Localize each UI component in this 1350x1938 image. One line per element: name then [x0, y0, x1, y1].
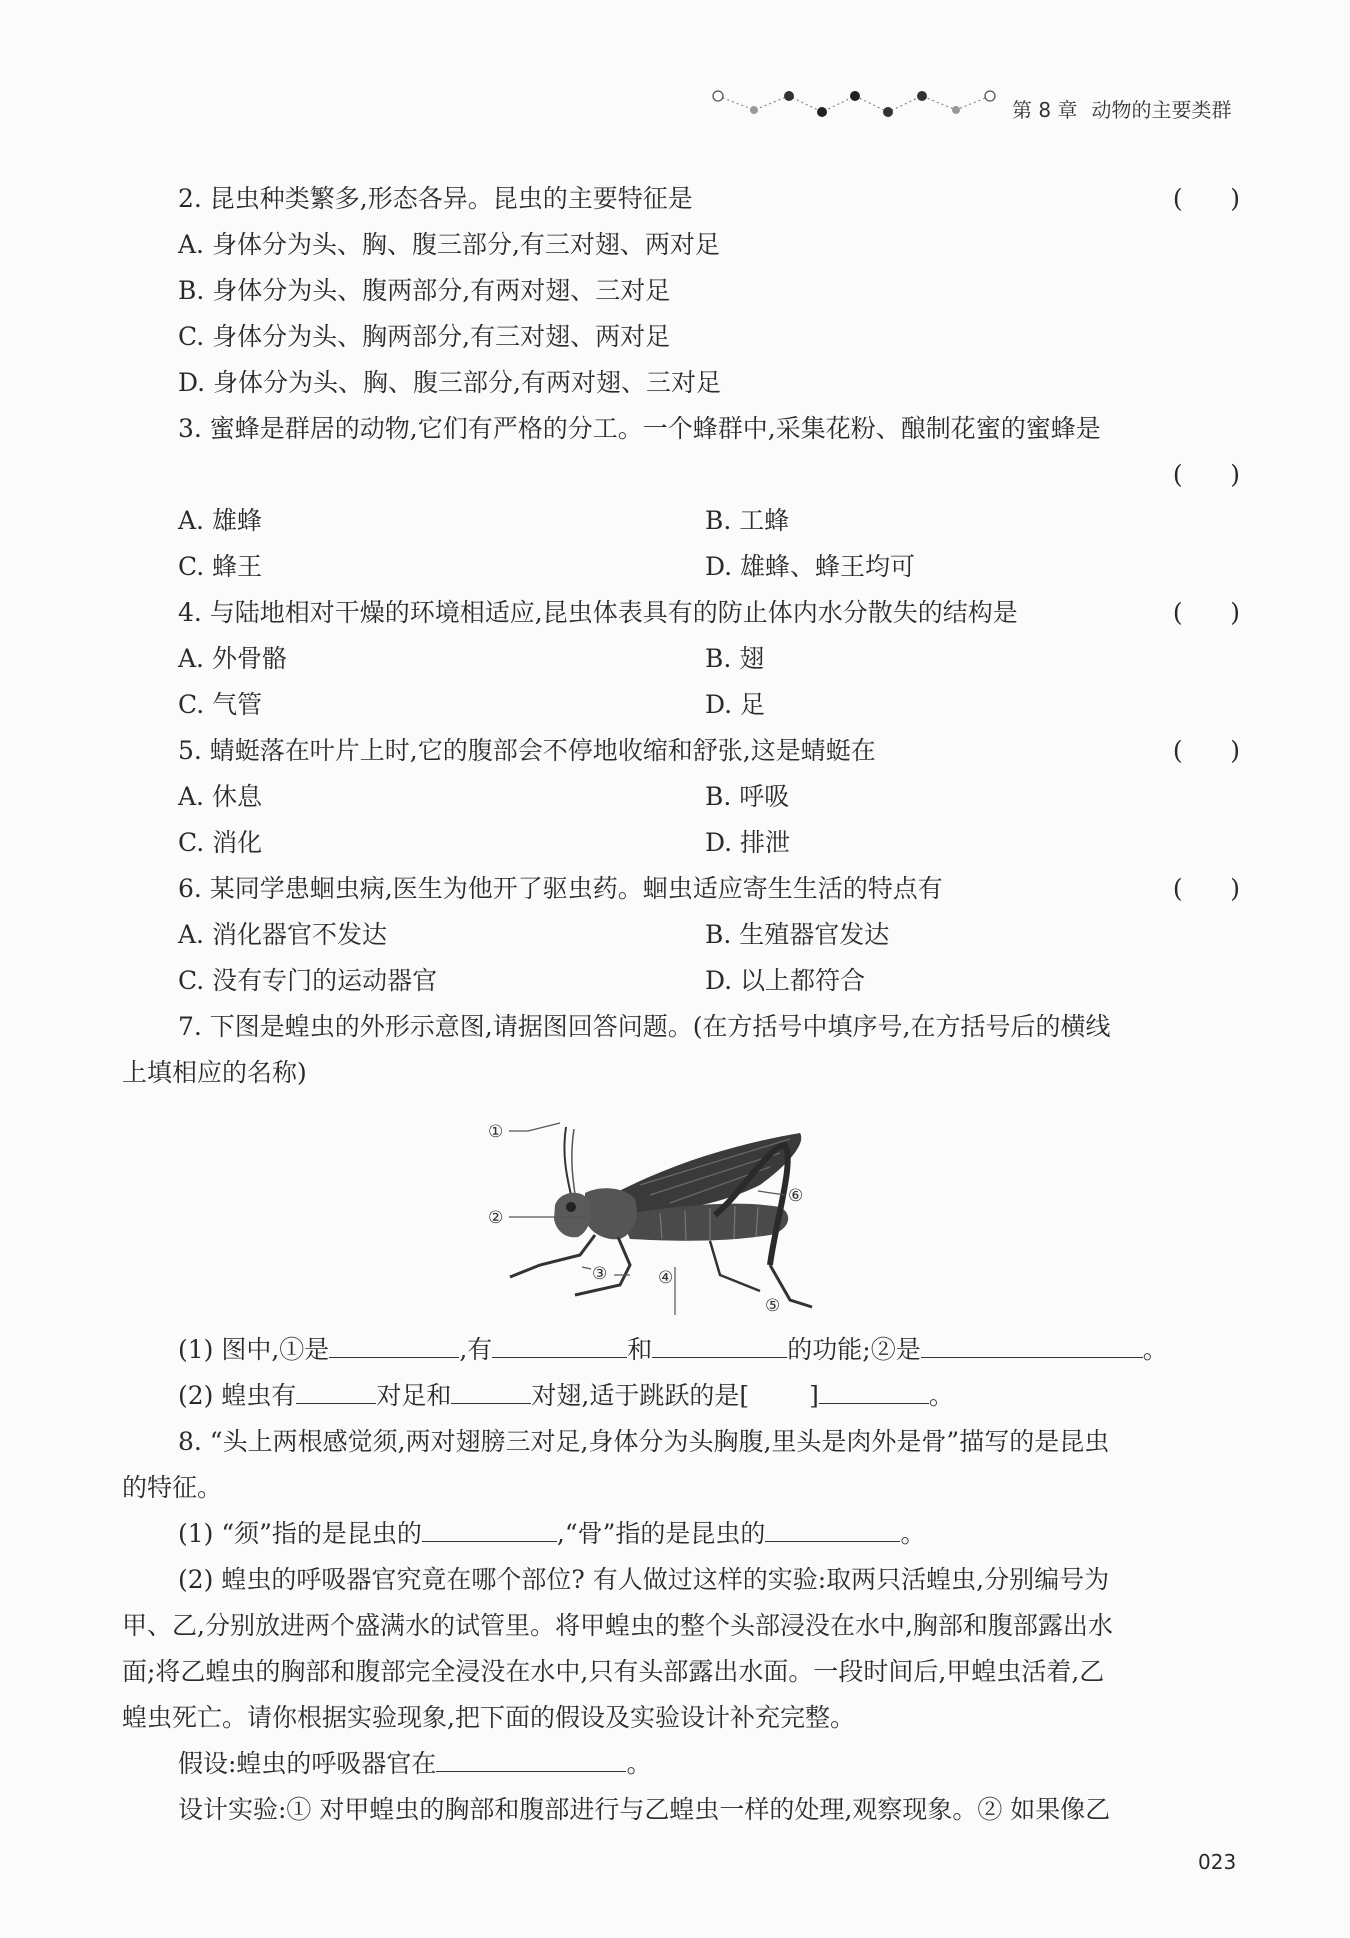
- q5-option-d: D. 排泄: [705, 828, 791, 857]
- q3-option-a: A. 雄蜂: [178, 506, 262, 535]
- q2-option-b: B. 身体分为头、腹两部分,有两对翅、三对足: [178, 276, 671, 305]
- q7-blank-6[interactable]: [451, 1381, 531, 1404]
- q7-sub1-text-b: ,有: [459, 1335, 493, 1364]
- q8-blank-3[interactable]: [436, 1749, 626, 1772]
- q6-option-d: D. 以上都符合: [705, 966, 866, 995]
- q8-sub1-text-b: ,“骨”指的是昆虫的: [556, 1519, 766, 1548]
- q3-option-c: C. 蜂王: [178, 552, 263, 581]
- q6-option-b: B. 生殖器官发达: [705, 920, 890, 949]
- q7-blank-3[interactable]: [652, 1335, 787, 1358]
- q7-sub2-text-c: 对翅,适于跳跃的是[: [531, 1381, 750, 1410]
- q4-option-d: D. 足: [705, 690, 766, 719]
- chapter-number: 第 8 章: [1012, 98, 1078, 122]
- q8-sub2-line2: 甲、乙,分别放进两个盛满水的试管里。将甲蝗虫的整个头部浸没在水中,胸部和腹部露出水: [122, 1611, 1113, 1640]
- q7-blank-2[interactable]: [492, 1335, 627, 1358]
- q7-sub1-text-e: 。: [1142, 1335, 1168, 1364]
- q2-option-c: C. 身体分为头、胸两部分,有三对翅、两对足: [178, 322, 671, 351]
- q7-blank-1[interactable]: [329, 1335, 459, 1358]
- q8-hypothesis-text: 假设:蝗虫的呼吸器官在: [178, 1749, 437, 1778]
- q8-stem-line2: 的特征。: [122, 1473, 223, 1502]
- label-3: ③: [592, 1264, 608, 1284]
- label-1: ①: [488, 1122, 504, 1142]
- q5-stem: 5. 蜻蜓落在叶片上时,它的腹部会不停地收缩和舒张,这是蜻蜓在: [178, 736, 876, 765]
- q4-stem: 4. 与陆地相对干燥的环境相适应,昆虫体表具有的防止体内水分散失的结构是: [178, 598, 1018, 627]
- q8-design: 设计实验:① 对甲蝗虫的胸部和腹部进行与乙蝗虫一样的处理,观察现象。② 如果像乙: [178, 1795, 1111, 1824]
- label-4: ④: [658, 1268, 674, 1288]
- q3-stem: 3. 蜜蜂是群居的动物,它们有严格的分工。一个蜂群中,采集花粉、酿制花蜜的蜜蜂是: [178, 414, 1101, 443]
- q7-sub2: [178, 1381, 954, 1411]
- q8-blank-2[interactable]: [765, 1519, 900, 1542]
- q8-sub1: [178, 1519, 925, 1549]
- page-number: 023: [1198, 1850, 1237, 1874]
- q8-sub2-line1: (2) 蝗虫的呼吸器官究竟在哪个部位? 有人做过这样的实验:取两只活蝗虫,分别编号为: [178, 1565, 1110, 1594]
- q6-stem: 6. 某同学患蛔虫病,医生为他开了驱虫药。蛔虫适应寄生生活的特点有: [178, 874, 943, 903]
- q8-sub2-line4: 蝗虫死亡。请你根据实验现象,把下面的假设及实验设计补充完整。: [122, 1703, 855, 1732]
- q3-option-d: D. 雄蜂、蜂王均可: [705, 552, 916, 581]
- q6-answer-paren[interactable]: ( ): [1172, 874, 1240, 903]
- label-2: ②: [488, 1208, 504, 1228]
- q8-blank-1[interactable]: [422, 1519, 557, 1542]
- q7-sub2-text-d: ]: [809, 1381, 819, 1410]
- q7-sub2-text-e: 。: [928, 1381, 954, 1410]
- label-5: ⑤: [765, 1296, 781, 1315]
- q4-option-c: C. 气管: [178, 690, 263, 719]
- q8-hypothesis-end: 。: [626, 1749, 652, 1778]
- q7-stem-line2: 上填相应的名称): [122, 1058, 307, 1087]
- chapter-header: [1012, 94, 1231, 123]
- q3-answer-paren[interactable]: ( ): [1172, 460, 1240, 489]
- q2-stem: 2. 昆虫种类繁多,形态各异。昆虫的主要特征是: [178, 184, 693, 213]
- q8-sub2-line3: 面;将乙蝗虫的胸部和腹部完全浸没在水中,只有头部露出水面。一段时间后,甲蝗虫活着,乙: [122, 1657, 1105, 1686]
- q7-blank-7[interactable]: [819, 1381, 929, 1404]
- q8-stem-line1: 8. “头上两根感觉须,两对翅膀三对足,身体分为头胸腹,里头是肉外是骨”描写的是昆虫: [178, 1427, 1110, 1456]
- q7-sub1-text-d: 的功能;②是: [787, 1335, 921, 1364]
- q3-option-b: B. 工蜂: [705, 506, 790, 535]
- chapter-title: 动物的主要类群: [1091, 98, 1232, 122]
- q5-option-c: C. 消化: [178, 828, 263, 857]
- q4-option-a: A. 外骨骼: [178, 644, 287, 673]
- q7-sub1: [178, 1335, 1168, 1365]
- q2-answer-paren[interactable]: ( ): [1172, 184, 1240, 213]
- q7-sub1-text-a: (1) 图中,①是: [178, 1335, 330, 1364]
- q5-option-a: A. 休息: [178, 782, 262, 811]
- q7-stem-line1: 7. 下图是蝗虫的外形示意图,请据图回答问题。(在方括号中填序号,在方括号后的横线: [178, 1012, 1111, 1041]
- q7-blank-4[interactable]: [921, 1335, 1143, 1358]
- label-6: ⑥: [788, 1186, 804, 1206]
- q6-option-c: C. 没有专门的运动器官: [178, 966, 438, 995]
- q5-option-b: B. 呼吸: [705, 782, 790, 811]
- q4-answer-paren[interactable]: ( ): [1172, 598, 1240, 627]
- header-dot-chain-decoration: [710, 86, 1000, 122]
- q7-sub1-text-c: 和: [627, 1335, 653, 1364]
- q4-option-b: B. 翅: [705, 644, 765, 673]
- q8-hypothesis: [178, 1749, 651, 1779]
- q7-sub2-text-a: (2) 蝗虫有: [178, 1381, 297, 1410]
- q2-option-a: A. 身体分为头、胸、腹三部分,有三对翅、两对足: [178, 230, 720, 259]
- q5-answer-paren[interactable]: ( ): [1172, 736, 1240, 765]
- q7-blank-5[interactable]: [296, 1381, 376, 1404]
- q2-option-d: D. 身体分为头、胸、腹三部分,有两对翅、三对足: [178, 368, 721, 397]
- q6-option-a: A. 消化器官不发达: [178, 920, 387, 949]
- q8-sub1-text-c: 。: [900, 1519, 926, 1548]
- q8-sub1-text-a: (1) “须”指的是昆虫的: [178, 1519, 422, 1548]
- q7-sub2-text-b: 对足和: [376, 1381, 452, 1410]
- grasshopper-diagram: [470, 1115, 910, 1315]
